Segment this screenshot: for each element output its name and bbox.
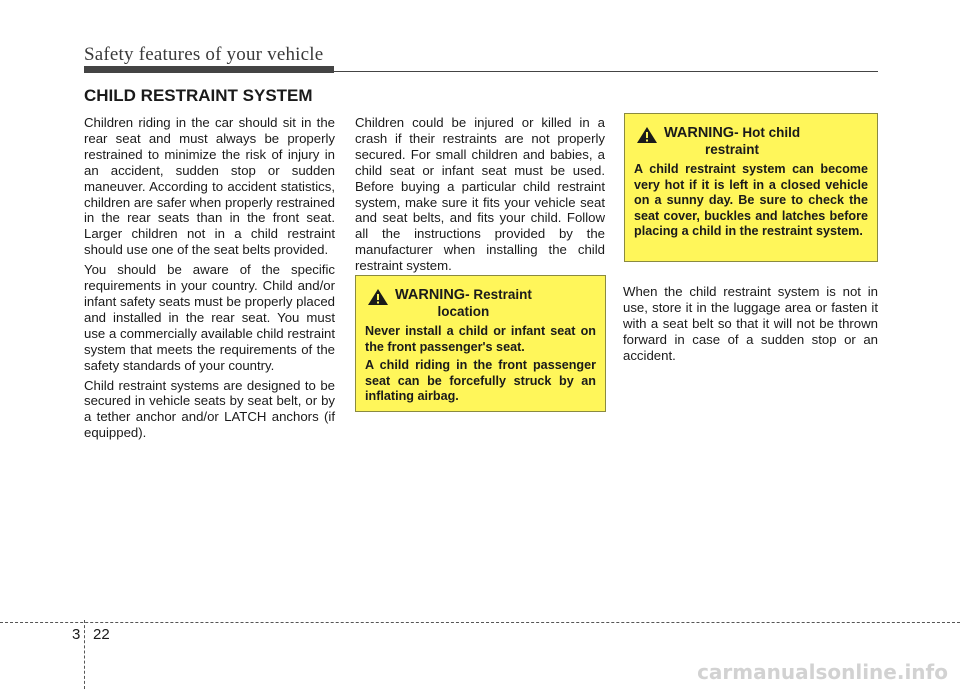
footer-divider: [84, 620, 85, 689]
footer-rule: [0, 622, 960, 623]
warning-title-line2: location: [437, 304, 490, 319]
watermark: carmanualsonline.info: [697, 660, 948, 684]
paragraph: Children riding in the car should sit in the rear seat and must always be properly restrained to minimize the risk of injury in an accident, sudden stop or sudden maneuver. According to accident statistics, children are safer when properly restrained in the rear seats than in the front seat. Larger children not in a child restraint should use one of the seat belts provided.: [84, 115, 335, 258]
paragraph: Child restraint systems are designed to be secured in vehicle seats by seat belt, or by a tether anchor and/or LATCH anchors (if equipped).: [84, 377, 335, 441]
body-column-3: [623, 284, 878, 368]
paragraph: You should be aware of the specific requirements in your country. Child and/or infant safety seats must be properly placed and installed in the rear seat. You must use a commercially available child restraint system that meets the requirements of the safety standards of your country.: [84, 262, 335, 373]
warning-triangle-icon: [636, 126, 658, 144]
warning-title: - Restraint: [465, 287, 532, 302]
warning-text: A child restraint system can become very hot if it is left in a closed vehicle on a sunny day. Be sure to check the seat cover, buckles and latches before placing a child in the restraint system.: [634, 162, 868, 239]
warning-title: - Hot child: [734, 125, 801, 140]
warning-body: [634, 162, 868, 240]
warning-word: WARNING: [395, 287, 466, 303]
body-column-2: [355, 115, 605, 278]
section-title: CHILD RESTRAINT SYSTEM: [84, 86, 313, 105]
warning-title-line2: restraint: [705, 142, 760, 157]
warning-body: [365, 324, 596, 405]
page-number: 22: [93, 626, 110, 643]
body-column-1: [84, 115, 335, 445]
chapter-number: 3: [72, 626, 81, 643]
warning-word: WARNING: [664, 125, 735, 141]
warning-text: A child riding in the front passenger seat can be forcefully struck by an inflating airbag.: [365, 358, 596, 404]
warning-text: Never install a child or infant seat on the front passenger's seat.: [365, 324, 596, 354]
header-rule: [334, 71, 878, 72]
warning-header: [634, 124, 868, 158]
paragraph: When the child restraint system is not in use, store it in the luggage area or fasten it with a seat belt so that it will not be thrown forward in case of a sudden stop or an accident.: [623, 284, 878, 363]
paragraph: Children could be injured or killed in a crash if their restraints are not properly secured. For small children and babies, a child seat or infant seat must be used. Before buying a particular child restraint system, make sure it fits your vehicle seat and seat belts, and fits your child. Follow all the instructions provided by the manufacturer when installing the child restraint system.: [355, 115, 605, 274]
warning-header: [365, 286, 596, 320]
warning-box-hot-child-restraint: [624, 113, 878, 262]
warning-triangle-icon: [367, 288, 389, 306]
header-bar: [84, 66, 334, 73]
warning-box-restraint-location: [355, 275, 606, 412]
page-header-title: Safety features of your vehicle: [84, 44, 324, 65]
